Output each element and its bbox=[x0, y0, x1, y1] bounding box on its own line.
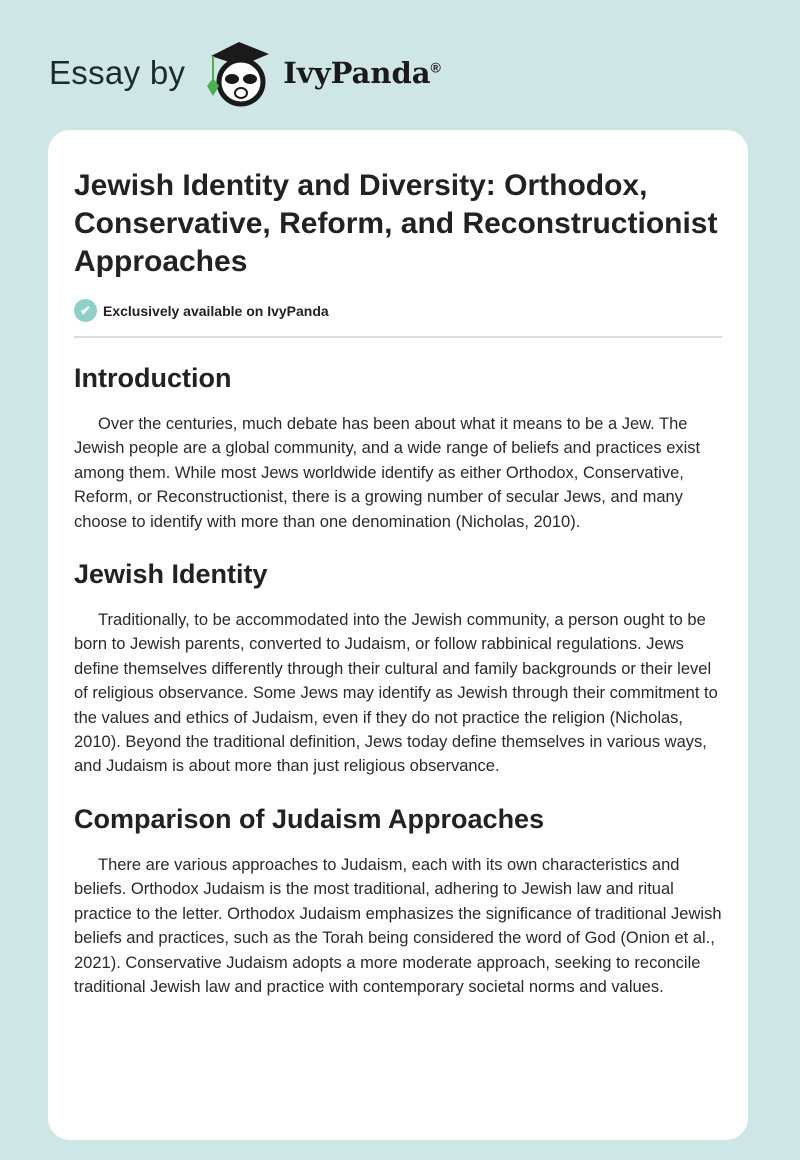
essay-by-label: Essay by bbox=[49, 54, 186, 91]
section-heading: Introduction bbox=[74, 363, 232, 393]
section-heading: Comparison of Judaism Approaches bbox=[74, 803, 545, 834]
check-icon: ✔ bbox=[74, 299, 97, 322]
section-paragraph: Traditionally, to be accommodated into the Jewish community, a person ought to be born to Jewish parents, converted to Judaism, or follow rabbinical regulations. Jews define themselves differently through their cultural and family backgrounds or their level of religious observance. Some Jews may identify as Jewish through their commitment to the values and ethics of Judaism, even if they do not practice the religion (Nicholas, 2010). Beyond the traditional definition, Jews today define themselves in various ways, and Judaism is about more than just religious observance. bbox=[74, 611, 718, 776]
panda-logo-icon[interactable] bbox=[205, 38, 273, 108]
exclusive-badge bbox=[74, 299, 722, 322]
registered-mark: ® bbox=[430, 59, 441, 76]
essay-card bbox=[48, 130, 748, 1140]
section-paragraph: There are various approaches to Judaism, each with its own characteristics and beliefs. Orthodox Judaism is the most traditional, adhering to Jewish law and ritual practice to the letter. Orthodox Judaism emphasizes the significance of traditional Jewish beliefs and practices, such as the Torah being considered the word of God (Onion et al., 2021). Conservative Judaism adopts a more moderate approach, seeking to reconcile traditional Jewish law and practice with contemporary societal norms and values. bbox=[74, 855, 722, 996]
section-heading: Jewish Identity bbox=[74, 559, 268, 590]
essay-title: Jewish Identity and Diversity: Orthodox, Conservative, Reform, and Reconstructionist Approaches bbox=[74, 169, 718, 278]
site-header bbox=[49, 38, 441, 108]
badge-text: Exclusively available on IvyPanda bbox=[103, 302, 329, 319]
divider bbox=[74, 336, 722, 338]
brand-text: IvyPanda bbox=[283, 56, 431, 90]
brand-name[interactable] bbox=[283, 56, 441, 90]
section-paragraph: Over the centuries, much debate has been about what it means to be a Jew. The Jewish people are a global community, and a wide range of beliefs and practices exist among them. While most Jews worldwide identify as either Orthodox, Conservative, Reform, or Reconstructionist, there is a growing number of secular Jews, and many choose to identify with more than one denomination (Nicholas, 2010). bbox=[74, 415, 701, 531]
